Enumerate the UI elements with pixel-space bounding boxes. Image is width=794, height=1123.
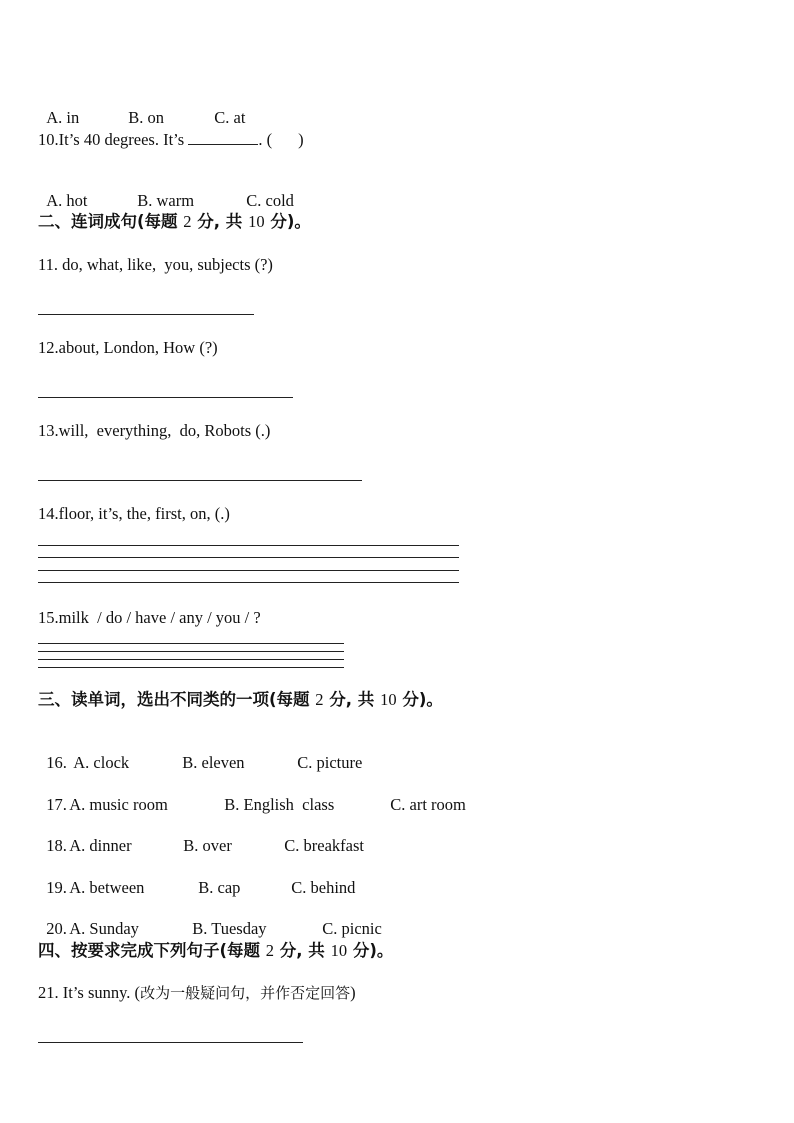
section-4-title: 四、按要求完成下列句子(每题 (38, 941, 261, 960)
section-2-title: 二、连词成句(每题 (38, 212, 178, 231)
question-14: 14.floor, it’s, the, first, on, (.) (38, 504, 230, 523)
q9-option-a: A. in (46, 108, 80, 127)
q18-number: 18. (46, 836, 67, 855)
q14-answer-line-3[interactable] (38, 570, 459, 571)
q9-options (38, 88, 245, 128)
q18-option-a: A. dinner (69, 836, 132, 855)
q10-option-c: C. cold (246, 191, 294, 210)
q21-text: 21. It’s sunny. ( (38, 983, 141, 1002)
q19-option-b: B. cap (198, 878, 241, 897)
section-4-heading (38, 941, 393, 961)
q18-option-b: B. over (183, 836, 232, 855)
q17-option-a: A. music room (69, 795, 168, 814)
q10-option-b: B. warm (137, 191, 195, 210)
section-3-end: 分)。 (402, 690, 443, 709)
section-3-total: 10 (380, 690, 397, 709)
q18-option-c: C. breakfast (284, 836, 364, 855)
question-10 (38, 130, 304, 150)
q15-answer-line-2[interactable] (38, 651, 344, 652)
section-2-mid: 分, 共 (197, 212, 243, 231)
q9-option-b: B. on (128, 108, 165, 127)
q17-number: 17. (46, 795, 67, 814)
section-2-score: 2 (183, 212, 192, 231)
q15-answer-line-3[interactable] (38, 659, 344, 660)
q17-option-c: C. art room (390, 795, 466, 814)
q10-after-blank: . ( (258, 130, 273, 149)
section-4-score: 2 (265, 941, 275, 960)
q14-answer-line-1[interactable] (38, 545, 459, 546)
section-2-total: 10 (248, 212, 265, 231)
question-19 (38, 858, 355, 898)
q10-options (38, 171, 294, 211)
section-3-title: 三、读单词，选出不同类的一项(每题 (38, 690, 310, 709)
question-21 (38, 983, 356, 1003)
q12-answer-line[interactable] (38, 397, 293, 398)
q10-option-a: A. hot (46, 191, 88, 210)
q14-answer-line-2[interactable] (38, 557, 459, 558)
q17-option-b: B. English class (224, 795, 335, 814)
question-12: 12.about, London, How (?) (38, 338, 218, 357)
q9-option-c: C. at (214, 108, 246, 127)
q20-option-c: C. picnic (322, 919, 382, 938)
q19-option-a: A. between (69, 878, 145, 897)
q21-instruction: 改为一般疑问句，并作否定回答 (140, 984, 351, 1002)
question-11: 11. do, what, like, you, subjects (?) (38, 255, 273, 274)
q14-answer-line-4[interactable] (38, 582, 459, 583)
q20-number: 20. (46, 919, 67, 938)
q10-blank (188, 130, 258, 145)
q16-option-a: A. clock (73, 753, 130, 772)
question-20 (38, 899, 382, 939)
section-3-score: 2 (315, 690, 324, 709)
q21-close: ) (350, 983, 356, 1002)
question-17 (38, 775, 466, 815)
q21-answer-line[interactable] (38, 1042, 303, 1043)
q10-text: 10.It’s 40 degrees. It’s (38, 130, 185, 149)
q10-close: ) (298, 130, 304, 149)
q15-answer-line-1[interactable] (38, 643, 344, 644)
q15-answer-line-4[interactable] (38, 667, 344, 668)
section-2-end: 分)。 (270, 212, 311, 231)
question-16 (38, 733, 362, 773)
q19-option-c: C. behind (291, 878, 356, 897)
section-2-heading (38, 212, 311, 232)
q19-number: 19. (46, 878, 67, 897)
q20-option-a: A. Sunday (69, 919, 139, 938)
question-18 (38, 816, 364, 856)
section-4-total: 10 (330, 941, 348, 960)
q16-option-b: B. eleven (182, 753, 245, 772)
q16-option-c: C. picture (297, 753, 363, 772)
q20-option-b: B. Tuesday (192, 919, 267, 938)
q16-number: 16. (46, 753, 67, 772)
question-15: 15.milk / do / have / any / you / ? (38, 608, 261, 627)
section-3-heading (38, 690, 443, 710)
section-3-mid: 分, 共 (329, 690, 375, 709)
question-13: 13.will, everything, do, Robots (.) (38, 421, 271, 440)
q11-answer-line[interactable] (38, 314, 254, 315)
q13-answer-line[interactable] (38, 480, 362, 481)
section-4-end: 分)。 (352, 941, 394, 960)
section-4-mid: 分, 共 (279, 941, 325, 960)
